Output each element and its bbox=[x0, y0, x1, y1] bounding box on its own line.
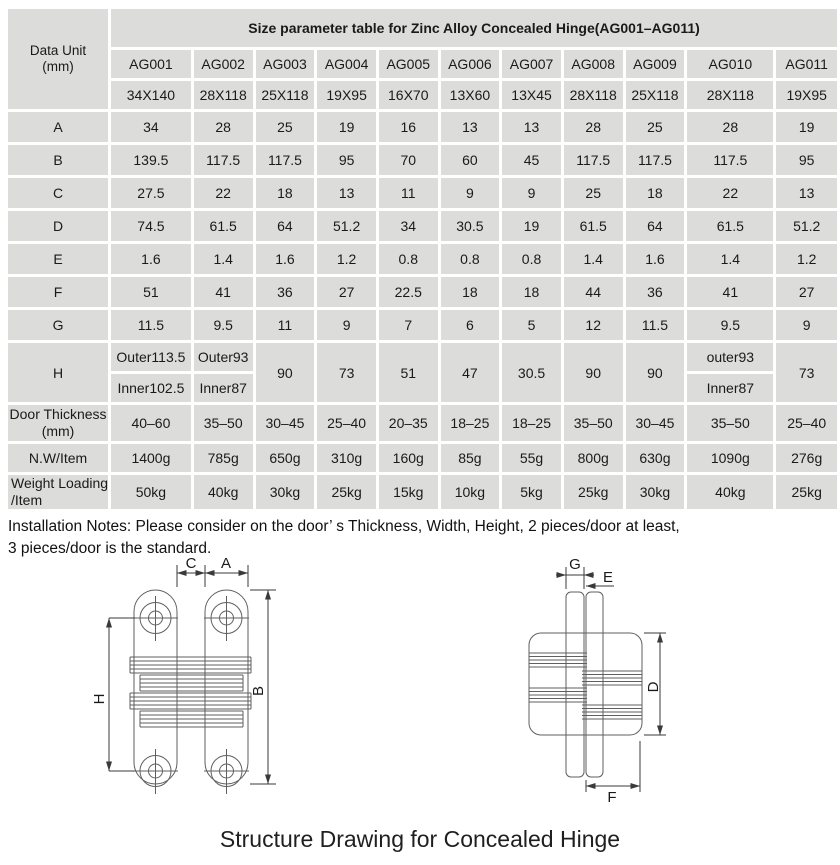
table-cell: 800g bbox=[564, 444, 623, 472]
table-cell: 30–45 bbox=[256, 405, 315, 441]
table-cell: 310g bbox=[317, 444, 376, 472]
table-row bbox=[8, 310, 837, 340]
hinge-front-view bbox=[55, 553, 385, 801]
row-label-line2: (mm) bbox=[41, 423, 75, 439]
table-cell: 28 bbox=[194, 112, 253, 142]
table-cell: 30.5 bbox=[441, 211, 500, 241]
table-cell: 41 bbox=[687, 277, 773, 307]
table-cell: 25 bbox=[564, 178, 623, 208]
table-cell: 95 bbox=[776, 145, 837, 175]
model-header: AG003 bbox=[256, 50, 315, 78]
row-label: G bbox=[8, 310, 108, 340]
model-header: AG011 bbox=[776, 50, 837, 78]
dim-label-a: A bbox=[220, 555, 232, 572]
table-row bbox=[8, 145, 837, 175]
corner-cell bbox=[8, 9, 108, 109]
table-cell: 0.8 bbox=[379, 244, 438, 274]
dim-label-f: F bbox=[607, 789, 617, 806]
table-cell: 34 bbox=[111, 112, 191, 142]
table-row bbox=[8, 475, 837, 509]
row-label: A bbox=[8, 112, 108, 142]
table-cell: 74.5 bbox=[111, 211, 191, 241]
dimension-lines-side bbox=[556, 567, 666, 792]
table-cell: 45 bbox=[502, 145, 561, 175]
table-cell: 28 bbox=[687, 112, 773, 142]
table-cell: 44 bbox=[564, 277, 623, 307]
table-cell: 9 bbox=[776, 310, 837, 340]
table-cell: 30–45 bbox=[626, 405, 685, 441]
table-cell: 51.2 bbox=[776, 211, 837, 241]
table-cell: 6 bbox=[441, 310, 500, 340]
table-row bbox=[8, 343, 837, 371]
table-row bbox=[8, 277, 837, 307]
table-cell: 25 bbox=[626, 112, 685, 142]
table-cell: 139.5 bbox=[111, 145, 191, 175]
table-cell: 22 bbox=[687, 178, 773, 208]
row-label bbox=[8, 475, 108, 509]
table-cell: 64 bbox=[626, 211, 685, 241]
table-cell: 61.5 bbox=[687, 211, 773, 241]
table-row bbox=[8, 112, 837, 142]
size-header: 34X140 bbox=[111, 81, 191, 109]
table-cell: 90 bbox=[626, 343, 685, 402]
row-label: E bbox=[8, 244, 108, 274]
screw-holes bbox=[133, 596, 249, 794]
table-cell: 22.5 bbox=[379, 277, 438, 307]
table-cell: 9 bbox=[441, 178, 500, 208]
table-cell: 64 bbox=[256, 211, 315, 241]
size-header: 19X95 bbox=[317, 81, 376, 109]
size-header: 28X118 bbox=[564, 81, 623, 109]
table-cell: 40–60 bbox=[111, 405, 191, 441]
table-cell: 85g bbox=[441, 444, 500, 472]
table-cell: 61.5 bbox=[194, 211, 253, 241]
table-cell: 40kg bbox=[687, 475, 773, 509]
installation-notes-line1: Installation Notes: Please consider on the door’ s Thickness, Width, Height, 2 pieces/door at least, bbox=[8, 518, 680, 535]
table-cell: 73 bbox=[776, 343, 837, 402]
table-cell: 36 bbox=[626, 277, 685, 307]
table-cell: 30kg bbox=[626, 475, 685, 509]
installation-notes-line2: 3 pieces/door is the standard. bbox=[8, 540, 212, 558]
table-cell: 9.5 bbox=[194, 310, 253, 340]
size-header: 25X118 bbox=[256, 81, 315, 109]
table-cell: 41 bbox=[194, 277, 253, 307]
model-header: AG002 bbox=[194, 50, 253, 78]
table-cell: 785g bbox=[194, 444, 253, 472]
table-cell: 117.5 bbox=[687, 145, 773, 175]
table-cell: outer93 bbox=[687, 343, 773, 371]
row-label: N.W/Item bbox=[8, 444, 108, 472]
link-stack bbox=[130, 657, 251, 727]
dim-label-g: G bbox=[569, 556, 581, 573]
table-cell: 36 bbox=[256, 277, 315, 307]
table-cell: 1.4 bbox=[194, 244, 253, 274]
table-cell: 34 bbox=[379, 211, 438, 241]
corner-line2: (mm) bbox=[42, 59, 74, 74]
table-cell: 13 bbox=[441, 112, 500, 142]
table-cell: 18 bbox=[502, 277, 561, 307]
table-cell: 1.4 bbox=[564, 244, 623, 274]
table-cell: 630g bbox=[626, 444, 685, 472]
table-cell: 61.5 bbox=[564, 211, 623, 241]
table-cell: 30.5 bbox=[502, 343, 561, 402]
table-cell: 11.5 bbox=[111, 310, 191, 340]
table-cell: 19 bbox=[776, 112, 837, 142]
table-row bbox=[8, 444, 837, 472]
table-cell: 25 bbox=[256, 112, 315, 142]
hinge-side-view bbox=[470, 555, 720, 815]
table-cell: 5kg bbox=[502, 475, 561, 509]
table-cell: 16 bbox=[379, 112, 438, 142]
table-cell: 40kg bbox=[194, 475, 253, 509]
table-cell: 18 bbox=[441, 277, 500, 307]
size-header: 28X118 bbox=[194, 81, 253, 109]
row-label-line1: Weight Loading bbox=[11, 475, 109, 491]
table-cell: 55g bbox=[502, 444, 561, 472]
row-label: H bbox=[8, 343, 108, 402]
table-cell: 35–50 bbox=[194, 405, 253, 441]
table-row bbox=[8, 9, 837, 47]
table-cell: 35–50 bbox=[564, 405, 623, 441]
model-header: AG009 bbox=[626, 50, 685, 78]
table-cell: 5 bbox=[502, 310, 561, 340]
table-cell: 9 bbox=[317, 310, 376, 340]
size-header: 13X60 bbox=[441, 81, 500, 109]
drawing-caption: Structure Drawing for Concealed Hinge bbox=[219, 826, 621, 852]
table-title: Size parameter table for Zinc Alloy Concealed Hinge(AG001–AG011) bbox=[111, 9, 837, 47]
table-cell: 27 bbox=[776, 277, 837, 307]
table-cell: Inner87 bbox=[194, 374, 253, 402]
row-label: F bbox=[8, 277, 108, 307]
table-cell: 13 bbox=[502, 112, 561, 142]
table-cell: 1.6 bbox=[256, 244, 315, 274]
corner-line1: Data Unit bbox=[29, 42, 87, 58]
table-cell: 18 bbox=[256, 178, 315, 208]
size-header: 13X45 bbox=[502, 81, 561, 109]
table-cell: 1400g bbox=[111, 444, 191, 472]
table-cell: 20–35 bbox=[379, 405, 438, 441]
model-header: AG005 bbox=[379, 50, 438, 78]
table-cell: 28 bbox=[564, 112, 623, 142]
table-cell: 19 bbox=[502, 211, 561, 241]
row-label: D bbox=[8, 211, 108, 241]
dim-label-h: H bbox=[91, 693, 108, 705]
table-cell: 18 bbox=[626, 178, 685, 208]
table-cell: 73 bbox=[317, 343, 376, 402]
table-cell: 1.6 bbox=[626, 244, 685, 274]
table-cell: 22 bbox=[194, 178, 253, 208]
table-cell: 95 bbox=[317, 145, 376, 175]
model-header: AG010 bbox=[687, 50, 773, 78]
table-cell: 19 bbox=[317, 112, 376, 142]
row-label: C bbox=[8, 178, 108, 208]
model-header: AG001 bbox=[111, 50, 191, 78]
table-cell: 50kg bbox=[111, 475, 191, 509]
table-cell: 25kg bbox=[776, 475, 837, 509]
table-cell: 7 bbox=[379, 310, 438, 340]
table-cell: 27.5 bbox=[111, 178, 191, 208]
table-cell: 1.6 bbox=[111, 244, 191, 274]
table-cell: 90 bbox=[256, 343, 315, 402]
table-cell: 9 bbox=[502, 178, 561, 208]
table-cell: 650g bbox=[256, 444, 315, 472]
table-cell: Inner102.5 bbox=[111, 374, 191, 402]
table-cell: Outer93 bbox=[194, 343, 253, 371]
dim-label-d: D bbox=[645, 681, 662, 693]
size-header: 25X118 bbox=[626, 81, 685, 109]
table-cell: 10kg bbox=[441, 475, 500, 509]
table-cell: 11.5 bbox=[626, 310, 685, 340]
table-cell: 117.5 bbox=[626, 145, 685, 175]
row-label-line1: Door Thickness bbox=[9, 406, 107, 423]
table-cell: 117.5 bbox=[194, 145, 253, 175]
size-parameter-table bbox=[5, 6, 840, 512]
table-cell: Inner87 bbox=[687, 374, 773, 402]
dim-label-b: B bbox=[250, 685, 267, 697]
table-cell: 11 bbox=[379, 178, 438, 208]
table-cell: 160g bbox=[379, 444, 438, 472]
table-cell: 276g bbox=[776, 444, 837, 472]
table-cell: 9.5 bbox=[687, 310, 773, 340]
table-cell: 51.2 bbox=[317, 211, 376, 241]
model-header: AG006 bbox=[441, 50, 500, 78]
table-row bbox=[8, 244, 837, 274]
table-cell: 1.4 bbox=[687, 244, 773, 274]
table-cell: 1.2 bbox=[776, 244, 837, 274]
table-cell: 25kg bbox=[564, 475, 623, 509]
table-cell: 30kg bbox=[256, 475, 315, 509]
table-cell: 117.5 bbox=[256, 145, 315, 175]
table-cell: Outer113.5 bbox=[111, 343, 191, 371]
table-row bbox=[8, 81, 837, 109]
dim-label-e: E bbox=[602, 569, 614, 586]
table-cell: 25–40 bbox=[317, 405, 376, 441]
table-cell: 90 bbox=[564, 343, 623, 402]
table-row bbox=[8, 178, 837, 208]
table-cell: 51 bbox=[379, 343, 438, 402]
model-header: AG008 bbox=[564, 50, 623, 78]
table-cell: 60 bbox=[441, 145, 500, 175]
model-header: AG007 bbox=[502, 50, 561, 78]
table-cell: 13 bbox=[317, 178, 376, 208]
table-cell: 1090g bbox=[687, 444, 773, 472]
table-cell: 25kg bbox=[317, 475, 376, 509]
table-row bbox=[8, 405, 837, 441]
table-cell: 18–25 bbox=[441, 405, 500, 441]
table-cell: 25–40 bbox=[776, 405, 837, 441]
table-cell: 18–25 bbox=[502, 405, 561, 441]
table-cell: 27 bbox=[317, 277, 376, 307]
table-row bbox=[8, 50, 837, 78]
table-cell: 0.8 bbox=[441, 244, 500, 274]
table-cell: 1.2 bbox=[317, 244, 376, 274]
table-cell: 11 bbox=[256, 310, 315, 340]
table-cell: 51 bbox=[111, 277, 191, 307]
row-label bbox=[8, 405, 108, 441]
size-header: 19X95 bbox=[776, 81, 837, 109]
table-cell: 15kg bbox=[379, 475, 438, 509]
table-cell: 0.8 bbox=[502, 244, 561, 274]
dim-label-c: C bbox=[185, 555, 197, 572]
size-header: 16X70 bbox=[379, 81, 438, 109]
table-cell: 70 bbox=[379, 145, 438, 175]
table-cell: 117.5 bbox=[564, 145, 623, 175]
model-header: AG004 bbox=[317, 50, 376, 78]
table-cell: 47 bbox=[441, 343, 500, 402]
table-row bbox=[8, 211, 837, 241]
size-header: 28X118 bbox=[687, 81, 773, 109]
row-label-line2: /Item bbox=[11, 491, 43, 508]
row-label: B bbox=[8, 145, 108, 175]
table-cell: 13 bbox=[776, 178, 837, 208]
table-cell: 12 bbox=[564, 310, 623, 340]
table-cell: 35–50 bbox=[687, 405, 773, 441]
